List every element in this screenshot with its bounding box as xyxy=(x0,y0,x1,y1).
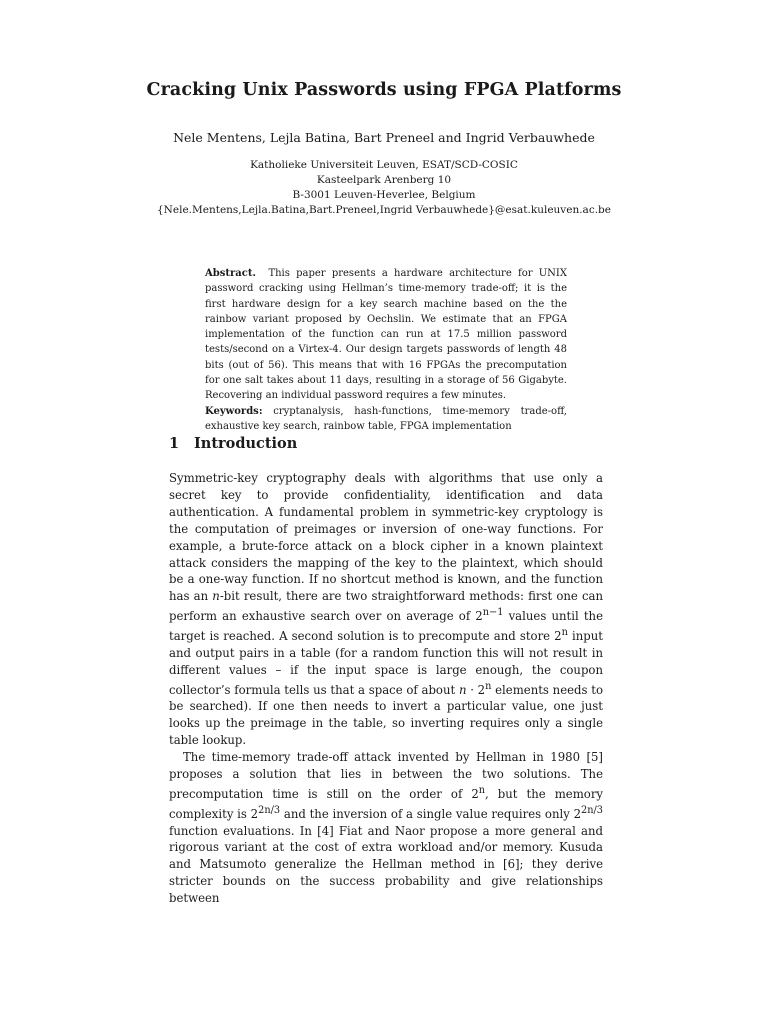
math-var: n xyxy=(212,589,220,604)
math-exponent: n xyxy=(478,784,486,796)
math-var: n xyxy=(458,682,467,697)
text-run: The time-memory trade-off attack invented by Hellman in 1980 [5] proposes a solution that lies in between the two solutions. The precomputation time is still on the order of 2 xyxy=(169,750,603,801)
math-exponent: 2n/3 xyxy=(581,804,603,816)
author-emails: {Nele.Mentens,Lejla.Batina,Bart.Preneel,Ingrid Verbauwhede}@esat.kuleuven.ac.be xyxy=(157,204,611,216)
abstract-paragraph xyxy=(205,266,567,404)
body-text xyxy=(169,470,603,907)
text-run: and the inversion of a single value requires only 2 xyxy=(280,806,582,821)
keywords-text: cryptanalysis, hash-functions, time-memory trade-off, exhaustive key search, rainbow table, FPGA implementation xyxy=(205,405,567,432)
keywords-label: Keywords: xyxy=(205,405,263,417)
author-list: Nele Mentens, Lejla Batina, Bart Preneel and Ingrid Verbauwhede xyxy=(173,130,595,145)
text-run: elements needs to be searched). If one then needs to invert a particular value, one just looks up the preimage in the table, so inverting requires only a single table lookup. xyxy=(169,682,603,748)
section-number: 1 xyxy=(169,435,180,452)
body-paragraph-1 xyxy=(169,470,603,749)
math-exponent: 2n/3 xyxy=(258,804,281,816)
body-paragraph-2 xyxy=(169,749,603,907)
text-run: Symmetric-key cryptography deals with algorithms that use only a secret key to provide confidentiality, identification and data authentication. A fundamental problem in symmetric-key cryptology is the computation of preimages or inversion of one-way functions. For example, a brute-force attack on a block cipher in a known plaintext attack considers the mapping of the key to the plaintext, which should be a one-way function. If no shortcut method is known, and the function has an xyxy=(169,471,603,604)
affiliation-line: B-3001 Leuven-Heverlee, Belgium xyxy=(292,189,476,201)
text-run: , but the memory complexity is 2 xyxy=(169,786,604,821)
text-run: function evaluations. In [4] Fiat and Naor propose a more general and rigorous variant at the cost of extra workload and/or memory. Kusuda and Matsumoto generalize the Hellman method in [6]; they derive stricter bounds on the success probability and give relationships between xyxy=(169,823,603,906)
affiliation-block xyxy=(0,158,768,218)
abstract-block xyxy=(205,266,567,434)
text-run: · 2 xyxy=(466,682,486,697)
math-exponent: n−1 xyxy=(482,607,504,619)
math-exponent: n xyxy=(485,680,492,692)
math-exponent: n xyxy=(561,627,568,639)
text-run: values until the target is reached. A second solution is to precompute and store 2 xyxy=(169,609,603,643)
affiliation-line: Kasteelpark Arenberg 10 xyxy=(316,174,452,186)
abstract-label: Abstract. xyxy=(205,268,256,279)
section-heading xyxy=(169,435,599,452)
affiliation-line: Katholieke Universiteit Leuven, ESAT/SCD-COSIC xyxy=(250,159,518,171)
text-run: -bit result, there are two straightforward methods: first one can perform an exhaustive search over on average of 2 xyxy=(169,589,604,624)
paper-title: Cracking Unix Passwords using FPGA Platforms xyxy=(146,80,622,100)
keywords-paragraph xyxy=(205,404,567,435)
section-title: Introduction xyxy=(194,435,298,452)
text-run: input and output pairs in a table (for a random function this will not result in different values – if the input space is large enough, the coupon collector’s formula tells us that a space of about xyxy=(169,628,603,697)
abstract-text: This paper presents a hardware architecture for UNIX password cracking using Hellman’s time-memory trade-off; it is the first hardware design for a key search machine based on the the rainbow variant proposed by Oechslin. We estimate that an FPGA implementation of the function can run at 17.5 million password tests/second on a Virtex-4. Our design targets passwords of length 48 bits (out of 56). This means that with 16 FPGAs the precomputation for one salt takes about 11 days, resulting in a storage of 56 Gigabyte. Recovering an individual password requires a few minutes. xyxy=(205,268,567,402)
